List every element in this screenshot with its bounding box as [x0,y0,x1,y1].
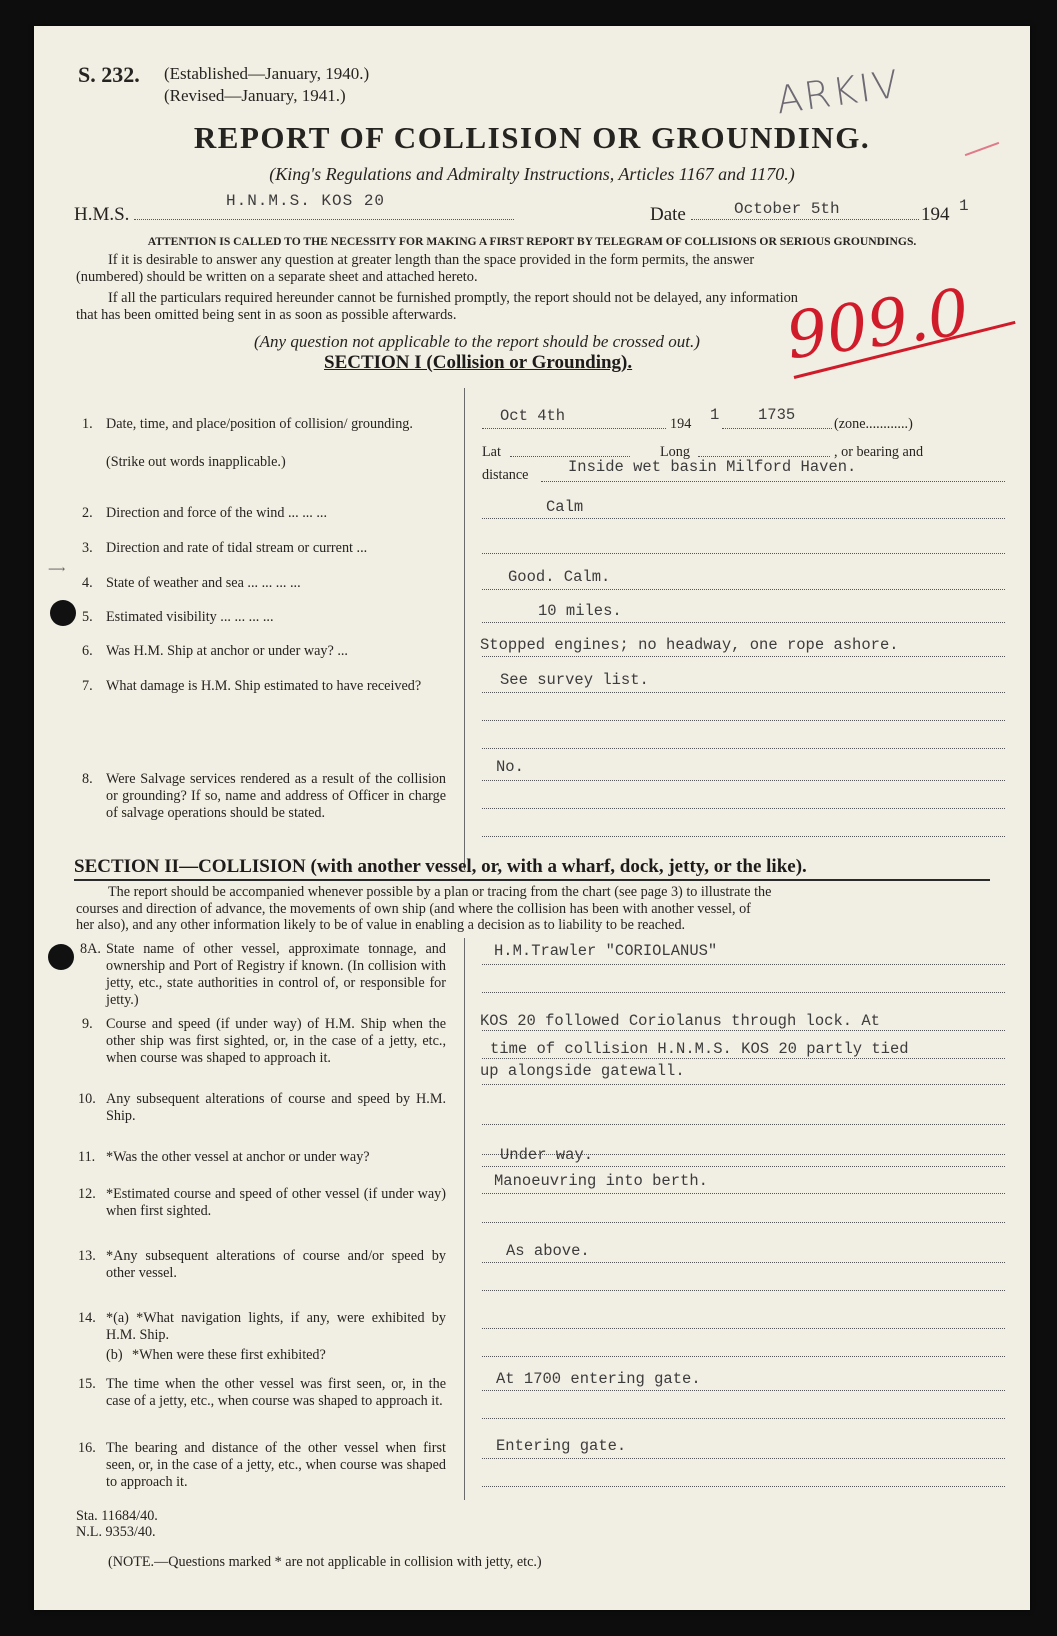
q5-line [482,622,1005,623]
q8a-number: 8A. [80,941,101,957]
footer-note: (NOTE.—Questions marked * are not applicable in collision with jetty, etc.) [108,1554,542,1570]
q7-text: What damage is H.M. Ship estimated to have received? [106,678,422,694]
section1-column-divider [464,388,465,870]
revised-date: (Revised—January, 1941.) [164,86,346,105]
q3-line [482,553,1005,554]
q9-answer-line2[interactable]: time of collision H.N.M.S. KOS 20 partly tied [490,1040,909,1058]
q7-answer[interactable]: See survey list. [500,671,649,689]
q2-answer[interactable]: Calm [546,498,584,516]
q1-year-prefix: 194 [670,416,692,432]
year-suffix[interactable]: 1 [959,197,969,215]
red-file-number: 909.0 [781,275,974,375]
q2-text: Direction and force of the wind ... ... ... [106,505,328,521]
q16-line1 [482,1458,1005,1459]
q13-line1 [482,1262,1005,1263]
q14b-number: (b) [106,1347,123,1363]
section2-title: SECTION II—COLLISION (with another vessel, or, with a wharf, dock, jetty, or the like). [74,856,807,877]
section2-title-underline [74,879,990,881]
q12-answer[interactable]: Manoeuvring into berth. [494,1172,708,1190]
hms-label: H.M.S. [74,204,130,225]
distance-label: distance [482,467,529,483]
q12-line2 [482,1222,1005,1223]
year-prefix: 194 [921,204,950,225]
date-label: Date [650,204,686,225]
q11-answer[interactable]: Under way. [500,1146,594,1164]
q9-answer-line1[interactable]: KOS 20 followed Coriolanus through lock. At [480,1012,880,1030]
q6-text: Was H.M. Ship at anchor or under way? ... [106,643,348,659]
q11-line [482,1166,1005,1167]
form-number: S. 232. [78,62,140,87]
q13-text: *Any subsequent alterations of course and/or speed by other vessel. [106,1248,446,1281]
date-dotted-line [691,219,919,220]
q5-answer[interactable]: 10 miles. [538,602,622,620]
form-title: REPORT OF COLLISION OR GROUNDING. [193,120,871,155]
q1-date-line [482,428,666,429]
q9-line3 [482,1084,1005,1085]
q9-line1 [482,1030,1005,1031]
q8-line3 [482,836,1005,837]
q4-answer[interactable]: Good. Calm. [508,568,611,586]
q1-text: Date, time, and place/position of collision/ grounding. [106,416,413,432]
q8a-answer[interactable]: H.M.Trawler "CORIOLANUS" [494,942,718,960]
q6-answer[interactable]: Stopped engines; no headway, one rope ashore. [480,636,899,654]
q8-line1 [482,780,1005,781]
q10-number: 10. [78,1091,96,1107]
q12-text: *Estimated course and speed of other vessel (if under way) when first sighted. [106,1186,446,1219]
instructions-para2-line2: that has been omitted being sent in as soon as possible afterwards. [76,307,457,323]
q4-text: State of weather and sea ... ... ... ... [106,575,301,591]
q8a-line2 [482,992,1005,993]
q9-line2 [482,1058,1005,1059]
q16-number: 16. [78,1440,96,1456]
q8-line2 [482,808,1005,809]
q14-text: *(a) *What navigation lights, if any, were exhibited by H.M. Ship. [106,1310,446,1343]
lat-line [510,456,630,457]
q16-line2 [482,1486,1005,1487]
section2-column-divider [464,938,465,1500]
q15-text: The time when the other vessel was first seen, or, in the case of a jetty, etc., when course was shaped to approach it. [106,1376,446,1409]
q1-date-answer[interactable]: Oct 4th [500,407,566,425]
q5-text: Estimated visibility ... ... ... ... [106,609,274,625]
q1-time-answer[interactable]: 1735 [758,406,796,424]
q3-text: Direction and rate of tidal stream or current ... [106,540,368,556]
q2-line [482,518,1005,519]
arkiv-stamp: ARKIV [773,61,903,123]
long-label: Long [660,444,690,460]
section1-title: SECTION I (Collision or Grounding). [324,352,633,373]
lat-label: Lat [482,444,501,460]
footer-sta: Sta. 11684/40. [76,1508,158,1524]
q7-number: 7. [82,678,93,694]
q15-line1 [482,1390,1005,1391]
margin-arrow-mark: ⟶ [48,562,66,576]
punch-hole-upper [50,600,76,626]
q3-number: 3. [82,540,93,556]
q13-number: 13. [78,1248,96,1264]
q15-answer[interactable]: At 1700 entering gate. [496,1370,701,1388]
q10-text: Any subsequent alterations of course and speed by H.M. Ship. [106,1091,446,1124]
q4-number: 4. [82,575,93,591]
q6-number: 6. [82,643,93,659]
q14-number: 14. [78,1310,96,1326]
long-line [698,456,830,457]
date-value[interactable]: October 5th [734,200,840,218]
q8-text: Were Salvage services rendered as a result of the collision or grounding? If so, name and address of Officer in charge of salvage operations should be stated. [106,771,446,821]
q1-time-line [722,428,832,429]
instructions-para1-line2: (numbered) should be written on a separate sheet and attached hereto. [76,269,478,285]
established-date: (Established—January, 1940.) [164,64,370,83]
q11-text: *Was the other vessel at anchor or under way? [106,1149,370,1165]
q16-answer[interactable]: Entering gate. [496,1437,627,1455]
q6-line [482,656,1005,657]
q1-number: 1. [82,416,93,432]
q11-number: 11. [78,1149,96,1165]
q8-answer[interactable]: No. [496,758,524,776]
q13-answer[interactable]: As above. [506,1242,590,1260]
q4-line [482,589,1005,590]
instructions-para1-line1: If it is desirable to answer any question at greater length than the space provided in the form permits, the answer [108,252,755,268]
document-page [34,26,1030,1610]
q9-text: Course and speed (if under way) of H.M. Ship when the other ship was first sighted, or, in the case of a jetty, etc., when course was shaped to approach it. [106,1016,446,1066]
q15-number: 15. [78,1376,96,1392]
hms-dotted-line [134,219,514,220]
q8a-line1 [482,964,1005,965]
q15-line2 [482,1418,1005,1419]
q9-number: 9. [82,1016,93,1032]
instructions-para2-line1: If all the particulars required hereunder cannot be furnished promptly, the report should not be delayed, any information [108,290,798,306]
q7-line1 [482,692,1005,693]
section2-intro-line1: The report should be accompanied whenever possible by a plan or tracing from the chart (see page 3) to illustrate the [108,884,772,900]
q7-line2 [482,720,1005,721]
q2-number: 2. [82,505,93,521]
not-applicable-note: (Any question not applicable to the report should be crossed out.) [254,332,700,351]
attention-notice: ATTENTION IS CALLED TO THE NECESSITY FOR MAKING A FIRST REPORT BY TELEGRAM OF COLLISIONS OR SERIOUS GROUNDINGS. [147,235,917,248]
q8-number: 8. [82,771,93,787]
q12-number: 12. [78,1186,96,1202]
hms-value[interactable]: H.N.M.S. KOS 20 [226,192,386,210]
q9-answer-line3[interactable]: up alongside gatewall. [480,1062,685,1080]
form-subtitle: (King's Regulations and Admiralty Instructions, Articles 1167 and 1170.) [269,164,795,184]
distance-line [541,481,1005,482]
bearing-label: , or bearing and [834,444,924,460]
q13-line2 [482,1290,1005,1291]
q1-note: (Strike out words inapplicable.) [106,454,286,470]
q5-number: 5. [82,609,93,625]
q14a-line [482,1328,1005,1329]
q16-text: The bearing and distance of the other vessel when first seen, or, in the case of a jetty, etc., when course was shaped to approach it. [106,1440,446,1490]
q14b-text: *When were these first exhibited? [132,1347,326,1363]
q1-zone-label: (zone............) [834,416,913,432]
q14b-line [482,1356,1005,1357]
q12-line1 [482,1193,1005,1194]
footer-nl: N.L. 9353/40. [76,1524,156,1540]
section2-intro-line3: her also), and any other information likely to be of value in enabling a decision as to liability to be reached. [76,917,686,933]
q7-line3 [482,748,1005,749]
section2-intro-line2: courses and direction of advance, the movements of own ship (and where the collision has been with another vessel, of [76,901,751,917]
punch-hole-lower [48,944,74,970]
q10-line1 [482,1124,1005,1125]
q8a-text: State name of other vessel, approximate tonnage, and ownership and Port of Registry if known. (In collision with jetty, etc., state authorities in control of, or responsible for jetty.) [106,941,446,1008]
q1-year-suffix[interactable]: 1 [710,406,720,424]
q1-place-answer[interactable]: Inside wet basin Milford Haven. [568,458,857,476]
